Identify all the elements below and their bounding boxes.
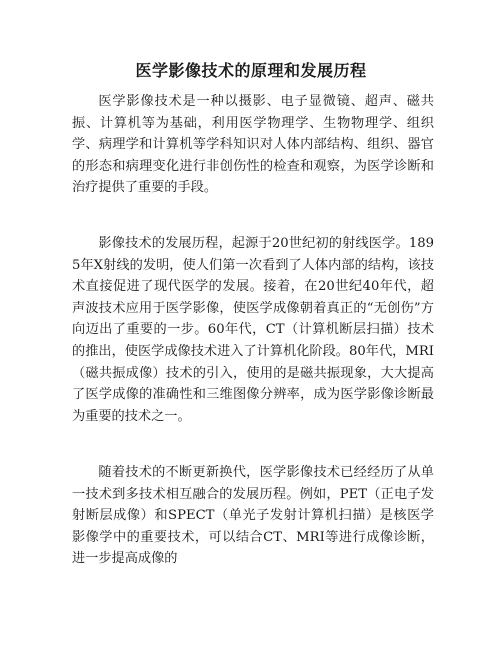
paragraph-intro: 医学影像技术是一种以摄影、电子显微镜、超声、磁共振、计算机等为基础，利用医学物理学、生物物理学、组织学、病理学和计算机等学科知识对人体内部结构、组织、器官的形态和病理变化进行非创伤性的检查和观察，为医学诊断和治疗提供了重要的手段。: [72, 94, 434, 196]
paragraph-history: 影像技术的发展历程，起源于20世纪初的射线医学。1895年X射线的发明，使人们第一次看到了人体内部的结构，该技术直接促进了现代医学的发展。接着，在20世纪40年代，超声波技术应用于医学影像，使医学成像朝着真正的“无创伤”方向迈出了重要的一步。60年代，CT（计算机断层扫描）技术的推出，使医学成像技术进入了计算机化阶段。80年代，MRI（磁共振成像）技术的引入，使用的是磁共振现象，大大提高了医学成像的准确性和三维图像分辨率，成为医学影像诊断最为重要的技术之一。: [72, 236, 434, 424]
document-title: 医学影像技术的原理和发展历程: [135, 61, 367, 80]
paragraph-fusion: 随着技术的不断更新换代，医学影像技术已经经历了从单一技术到多技术相互融合的发展历程。例如，PET（正电子发射断层成像）和SPECT（单光子发射计算机扫描）是核医学影像学中的重要技术，可以结合CT、MRI等进行成像诊断，进一步提高成像的: [72, 465, 434, 567]
